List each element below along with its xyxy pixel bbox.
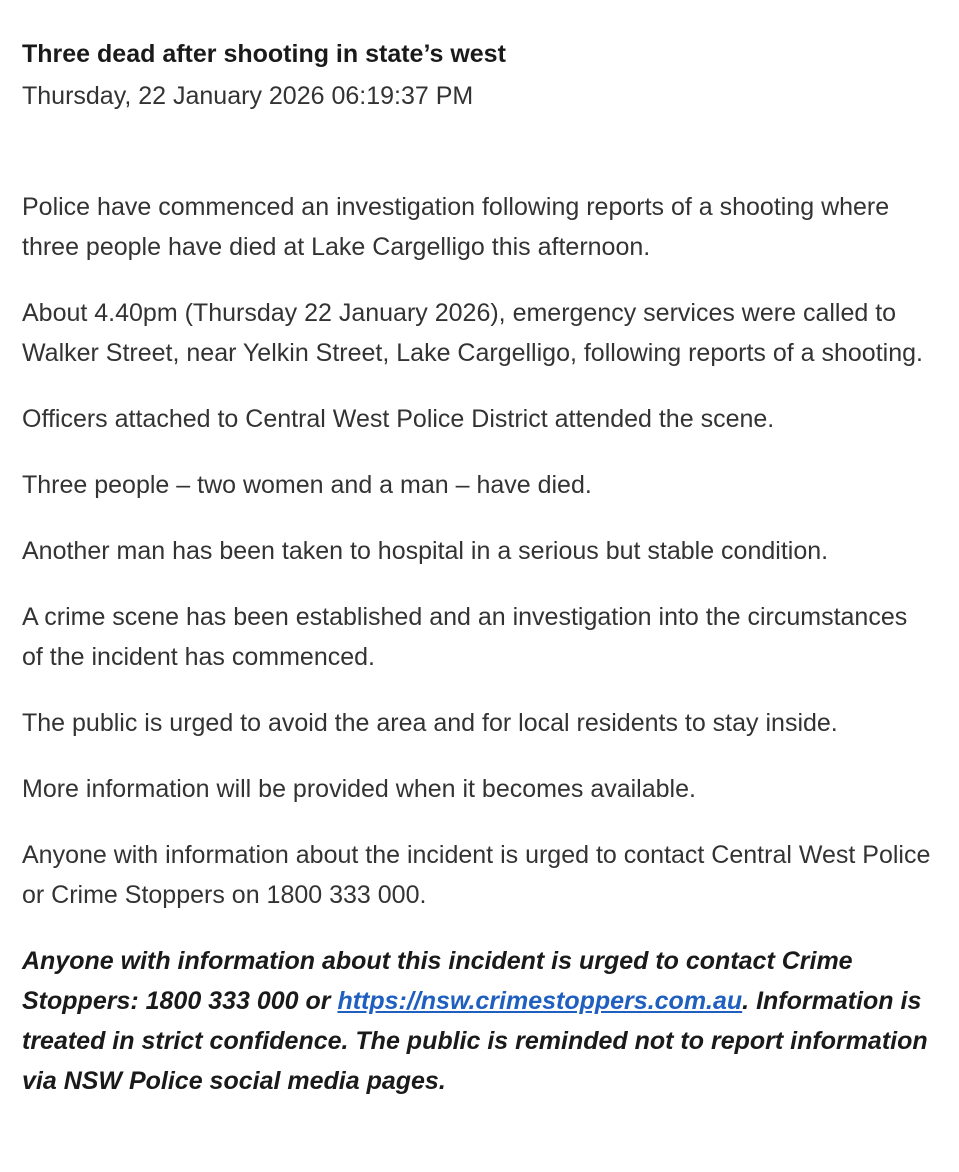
article-paragraph: Three people – two women and a man – have died. — [22, 471, 592, 499]
crime-stoppers-link[interactable]: https://nsw.crimestoppers.com.au — [337, 987, 743, 1015]
notice-text-after-link: . Information is treated in strict confidence. The public is reminded not to report information via NSW Police social media pages. — [22, 987, 928, 1095]
notice-text-before-link: Anyone with information about this incident is urged to contact Crime Stoppers: 1800 333 000 or — [22, 947, 853, 1015]
article-paragraph: Officers attached to Central West Police District attended the scene. — [22, 405, 775, 433]
article-paragraph: Anyone with information about the incident is urged to contact Central West Police or Crime Stoppers on 1800 333 000. — [22, 841, 931, 909]
article-headline: Three dead after shooting in state’s west — [22, 40, 506, 68]
article-paragraph: The public is urged to avoid the area and for local residents to stay inside. — [22, 709, 838, 737]
article-paragraph: Another man has been taken to hospital in a serious but stable condition. — [22, 537, 829, 565]
article-paragraph: About 4.40pm (Thursday 22 January 2026), emergency services were called to Walker Street, near Yelkin Street, Lake Cargelligo, following reports of a shooting. — [22, 299, 923, 367]
article-paragraph: Police have commenced an investigation following reports of a shooting where three people have died at Lake Cargelligo this afternoon. — [22, 193, 890, 261]
article-body — [22, 187, 935, 1101]
article-paragraph: A crime scene has been established and an investigation into the circumstances of the incident has commenced. — [22, 603, 908, 671]
article-paragraph: More information will be provided when it becomes available. — [22, 775, 696, 803]
article-date: Thursday, 22 January 2026 06:19:37 PM — [22, 82, 474, 110]
crime-stoppers-notice — [22, 941, 935, 1101]
